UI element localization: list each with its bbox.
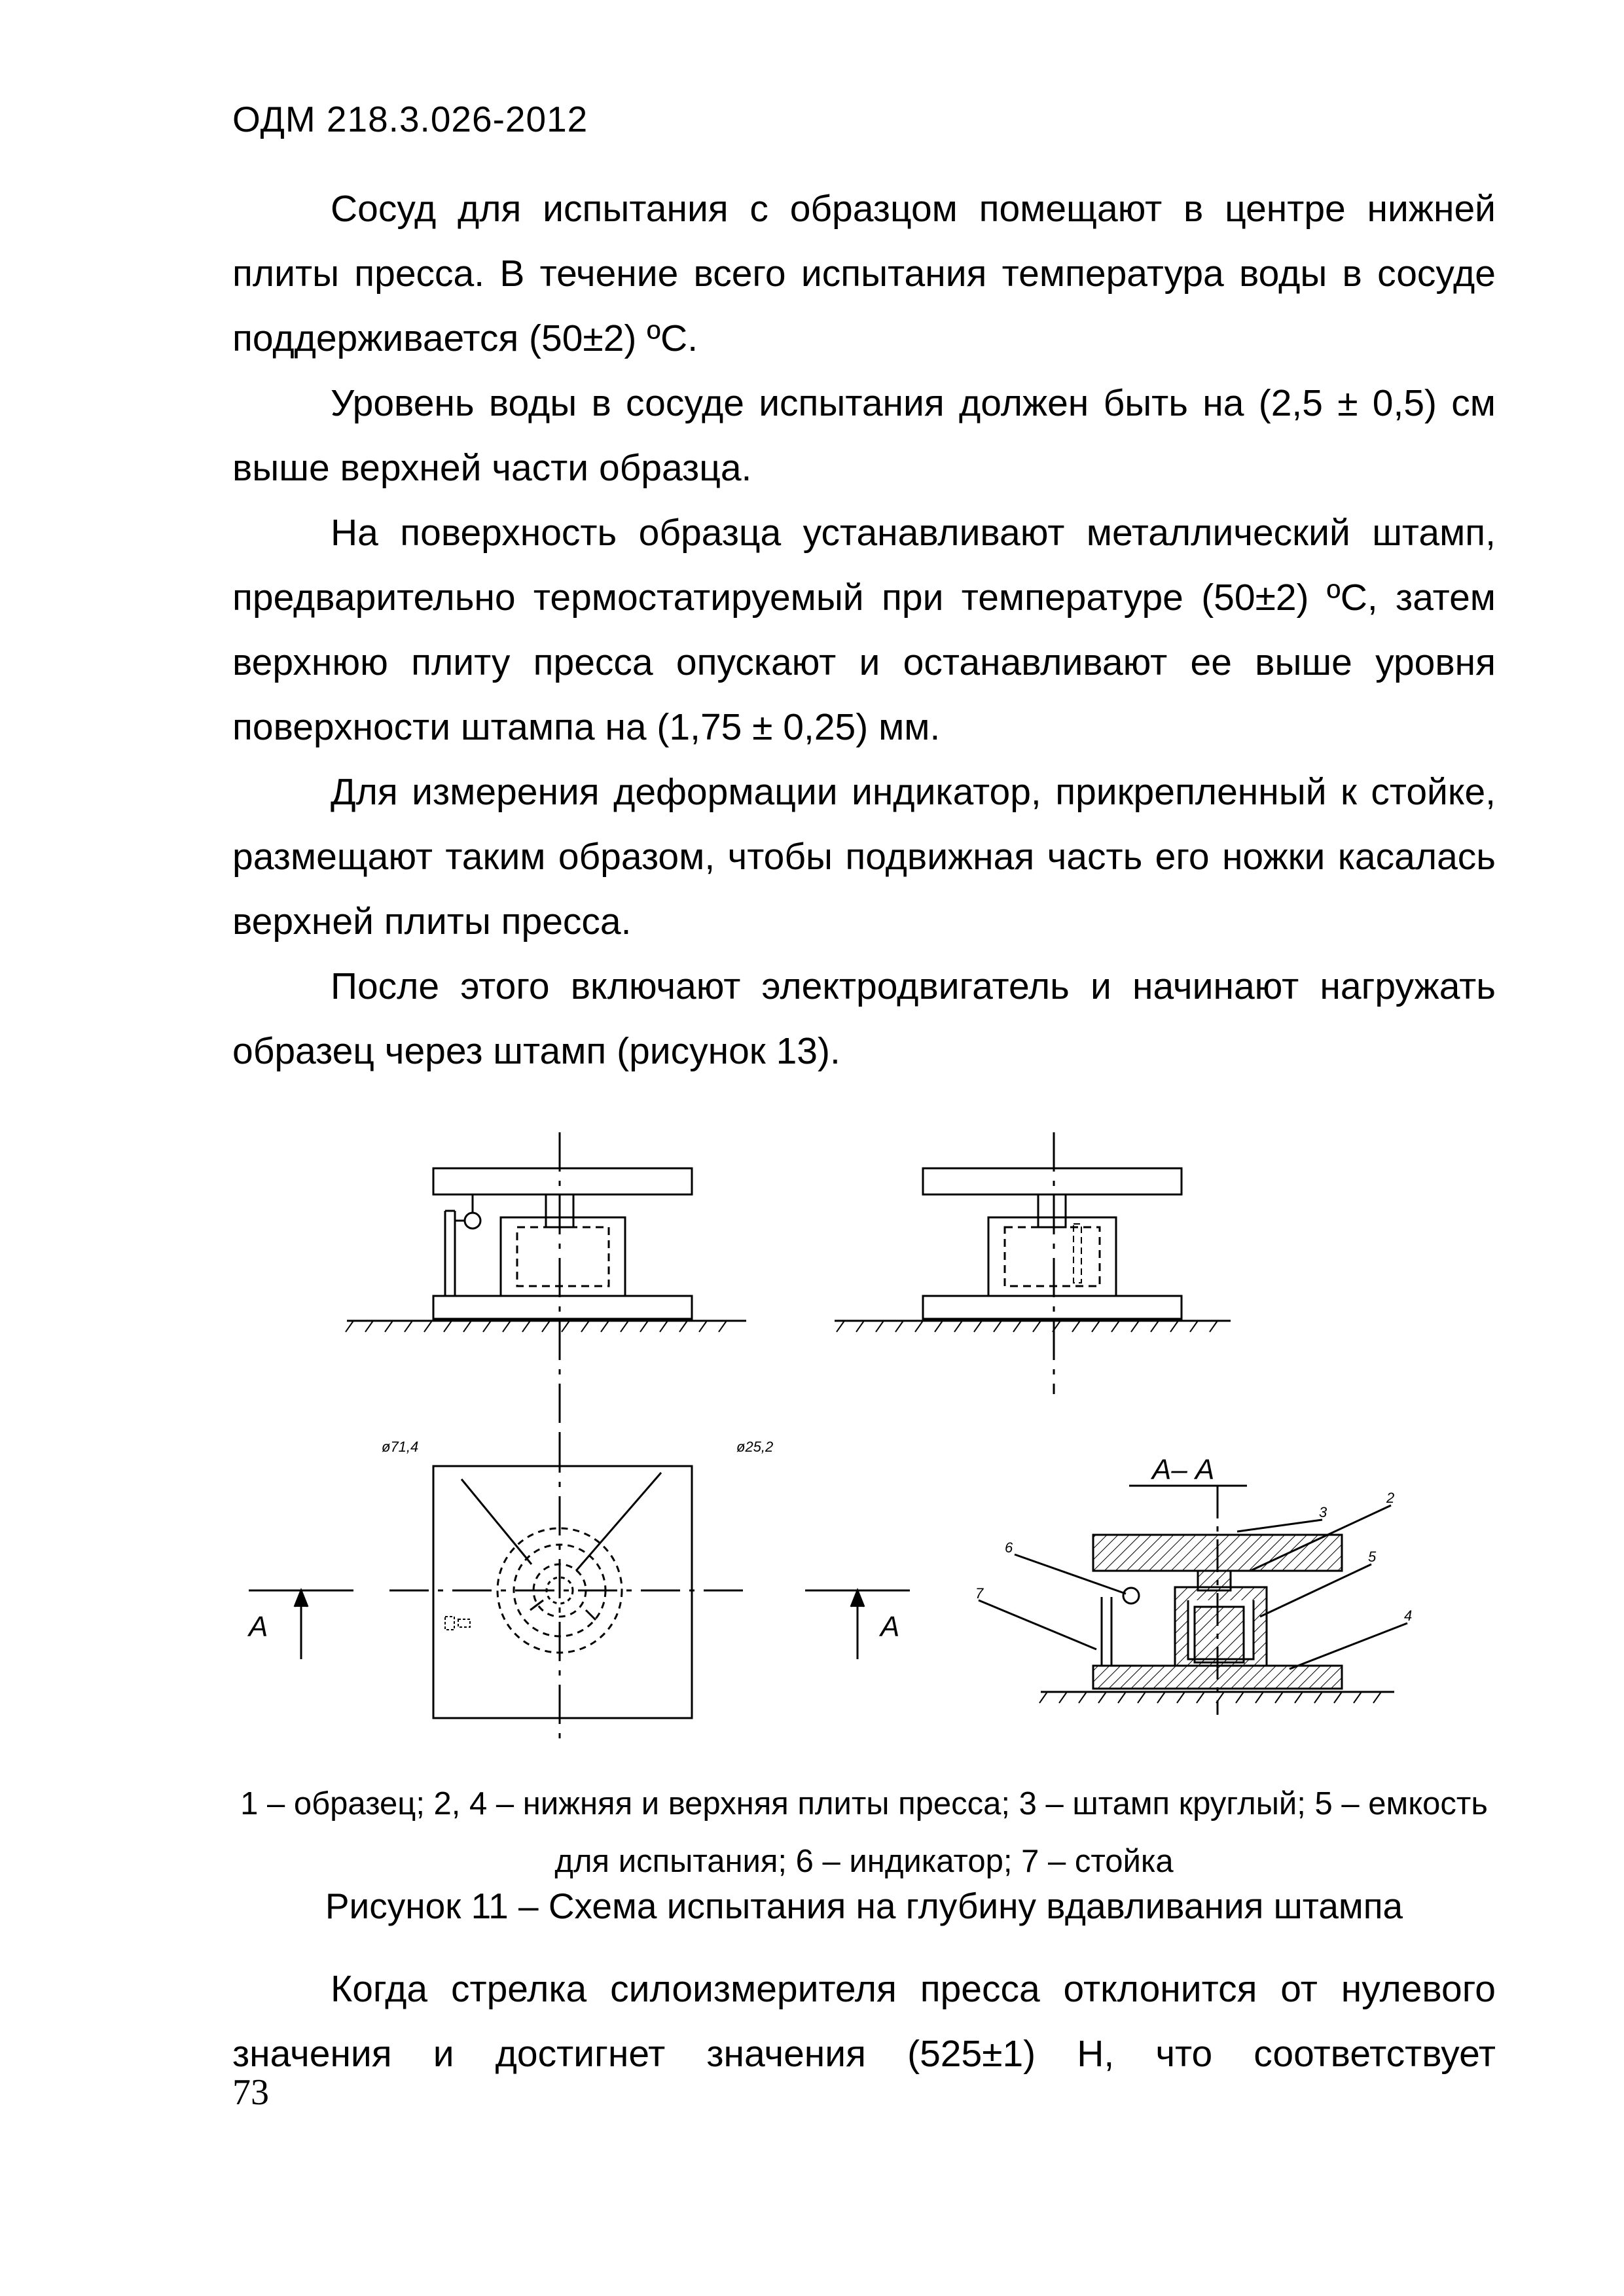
dim-inner-label: ø25,2 xyxy=(736,1439,774,1455)
callout-7: 7 xyxy=(975,1585,984,1602)
body-text xyxy=(232,177,1496,1084)
callout-5: 5 xyxy=(1368,1549,1377,1565)
figure-legend xyxy=(232,1775,1496,1890)
dim-outer-label: ø71,4 xyxy=(382,1439,419,1455)
figure-caption: Рисунок 11 – Схема испытания на глубину вдавливания штампа xyxy=(325,1886,1403,1926)
paragraph-6: Когда стрелка силоизмерителя пресса отклонится от нулевого значения и достигнет значения (525±1) Н, что соответствует xyxy=(232,1968,1496,2075)
section-marker-right: А xyxy=(880,1611,900,1643)
callout-2: 2 xyxy=(1386,1490,1395,1506)
section-title: А– А xyxy=(1152,1454,1215,1486)
plan-view xyxy=(249,1433,910,1741)
callout-4: 4 xyxy=(1404,1607,1413,1624)
continuation-text xyxy=(232,1957,1496,2087)
paragraph-3: На поверхность образца устанавливают металлический штамп, предварительно термостатируемый при температуре (50±2) ºС, затем верхнюю плиту пресса опускают и останавливают ее выше уровня поверхности штампа на (1,75 ± 0,25) мм. xyxy=(232,512,1496,748)
front-view-left xyxy=(346,1132,746,1460)
document-header: ОДМ 218.3.026-2012 xyxy=(232,99,588,139)
page-number: 73 xyxy=(232,2072,269,2113)
callout-6: 6 xyxy=(1005,1539,1013,1556)
legend-line-2: для испытания; 6 – индикатор; 7 – стойка xyxy=(554,1844,1174,1879)
paragraph-4: Для измерения деформации индикатор, прикрепленный к стойке, размещают таким образом, чтобы подвижная часть его ножки касалась верхней плиты пресса. xyxy=(232,771,1496,942)
paragraph-2: Уровень воды в сосуде испытания должен быть на (2,5 ± 0,5) см выше верхней части образца. xyxy=(232,382,1496,489)
callout-3: 3 xyxy=(1319,1504,1327,1520)
section-a-a xyxy=(979,1486,1407,1715)
legend-line-1: 1 – образец; 2, 4 – нижняя и верхняя плиты пресса; 3 – штамп круглый; 5 – емкость xyxy=(240,1786,1488,1821)
paragraph-1: Сосуд для испытания с образцом помещают в центре нижней плиты пресса. В течение всего испытания температура воды в сосуде поддерживается (50±2) ºС. xyxy=(232,188,1496,359)
section-marker-left: А xyxy=(249,1611,268,1643)
test-scheme-figure xyxy=(229,1113,1499,1754)
front-view-right xyxy=(835,1132,1231,1394)
paragraph-5: После этого включают электродвигатель и начинают нагружать образец через штамп (рисунок 13). xyxy=(232,965,1496,1072)
